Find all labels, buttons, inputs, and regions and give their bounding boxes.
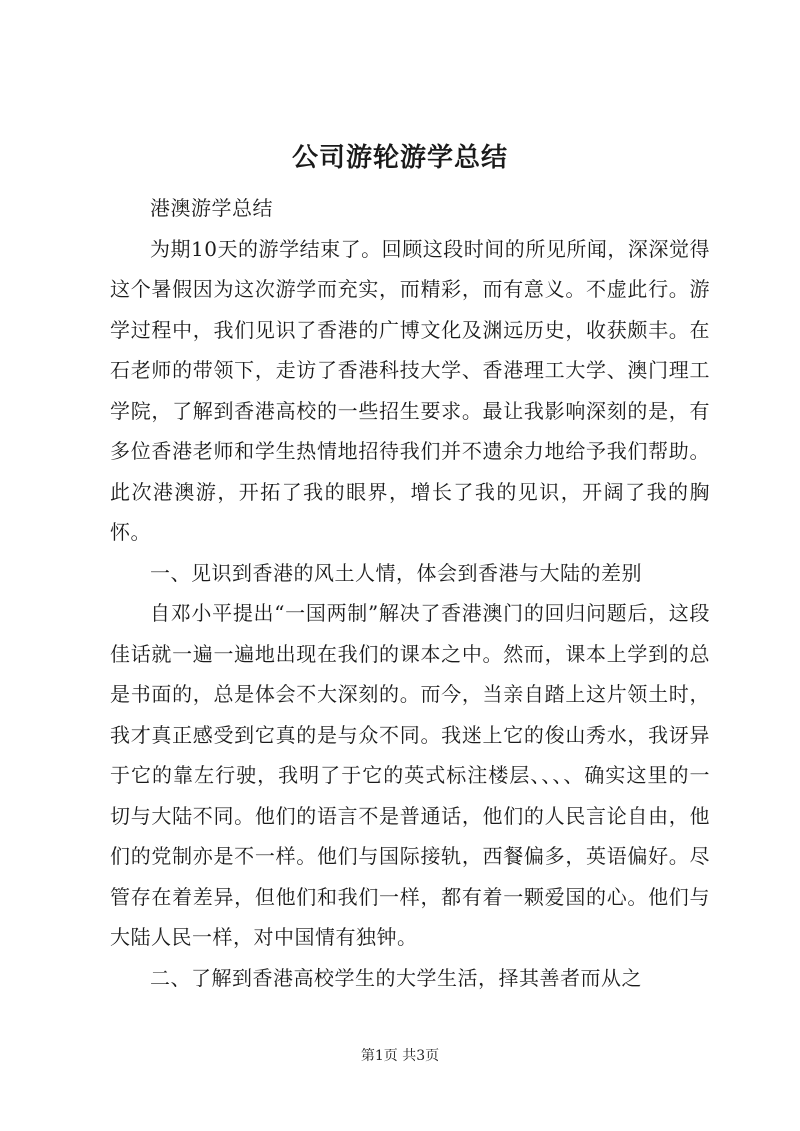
body-paragraph-section-one: 自邓小平提出“一国两制”解决了香港澳门的回归问题后，这段佳话就一遍一遍地出现在我们的课本之中。然而，课本上学到的总是书面的，总是体会不大深刻的。而今，当亲自踏上这片领土时，我才真正感受到它真的是与众不同。我迷上它的俊山秀水，我讶异于它的靠左行驶，我明了于它的英式标注楼层、、、、确实这里的一切与大陆不同。他们的语言不是普通话，他们的人民言论自由，他们的党制亦是不一样。他们与国际接轨，西餐偏多，英语偏好。尽管存在着差异，但他们和我们一样，都有着一颗爱国的心。他们与大陆人民一样，对中国情有独钟。 — [110, 601, 710, 949]
document-title: 公司游轮游学总结 — [291, 143, 508, 173]
section-heading-two: 二、了解到香港高校学生的大学生活，择其善者而从之 — [150, 965, 642, 990]
page-footer: 第1页 共3页 — [360, 1048, 440, 1064]
section-subtitle: 港澳游学总结 — [150, 196, 273, 220]
section-heading-one: 一、见识到香港的风土人情，体会到香港与大陆的差别 — [150, 560, 642, 585]
body-paragraph-intro: 为期10天的游学结束了。回顾这段时间的所见所闻，深深觉得这个暑假因为这次游学而充实，而精彩，而有意义。不虚此行。游学过程中，我们见识了香港的广博文化及渊远历史，收获颇丰。在石老师的带领下，走访了香港科技大学、香港理工大学、澳门理工学院，了解到香港高校的一些招生要求。最让我影响深刻的是，有多位香港老师和学生热情地招待我们并不遗余力地给予我们帮助。此次港澳游，开拓了我的眼界，增长了我的见识，开阔了我的胸怀。 — [110, 236, 710, 544]
document-body — [110, 188, 710, 998]
